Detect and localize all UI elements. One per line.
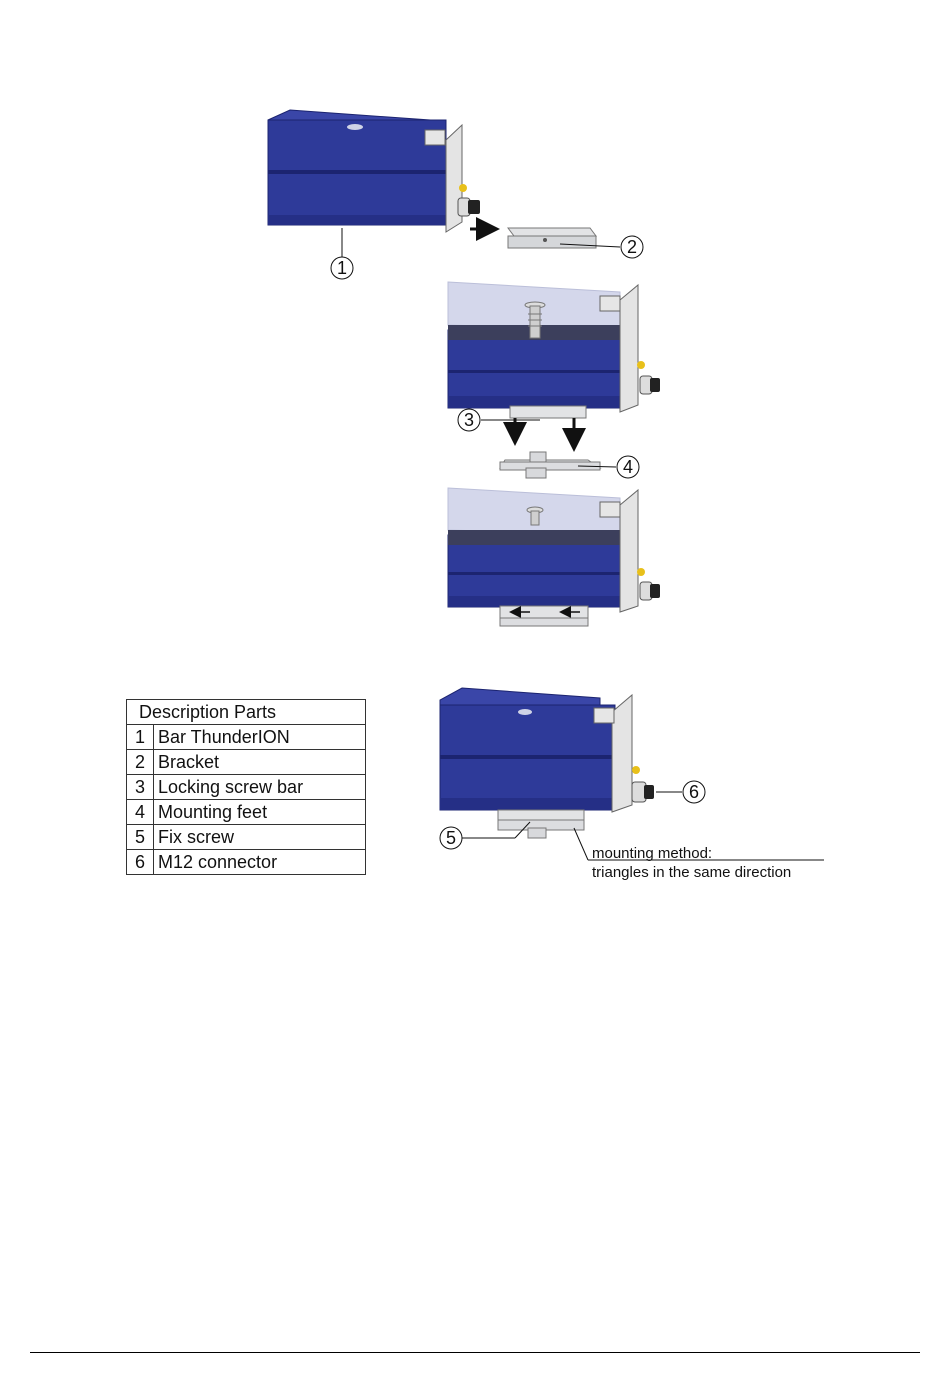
part-number: 6 xyxy=(127,850,154,875)
table-row xyxy=(127,850,366,875)
part-number: 3 xyxy=(127,775,154,800)
bar-thunderion-step1 xyxy=(268,110,480,232)
mounting-note-line2: triangles in the same direction xyxy=(592,864,792,881)
part-number: 5 xyxy=(127,825,154,850)
part-label: Locking screw bar xyxy=(154,775,366,800)
bar-thunderion-step3 xyxy=(448,488,660,626)
part-number: 4 xyxy=(127,800,154,825)
table-row xyxy=(127,825,366,850)
part-label: Fix screw xyxy=(154,825,366,850)
table-header-row xyxy=(127,700,366,725)
part-number: 1 xyxy=(127,725,154,750)
part-label: M12 connector xyxy=(154,850,366,875)
callout-4: 4 xyxy=(622,457,634,477)
bar-thunderion-step2 xyxy=(448,282,660,418)
table-row xyxy=(127,725,366,750)
table-header: Description Parts xyxy=(127,700,366,725)
bar-thunderion-final xyxy=(440,688,654,838)
callout-6: 6 xyxy=(688,782,700,802)
table-row xyxy=(127,750,366,775)
table-row xyxy=(127,775,366,800)
table-row xyxy=(127,800,366,825)
footer-divider xyxy=(30,1352,920,1353)
callout-2: 2 xyxy=(626,237,638,257)
callout-1: 1 xyxy=(336,258,348,278)
part-number: 2 xyxy=(127,750,154,775)
part-label: Bar ThunderION xyxy=(154,725,366,750)
mounting-note-line1: mounting method: xyxy=(592,845,713,862)
part-label: Bracket xyxy=(154,750,366,775)
parts-description-table xyxy=(126,699,366,875)
callout-5: 5 xyxy=(445,828,457,848)
callout-3: 3 xyxy=(463,410,475,430)
mounting-feet-part xyxy=(500,452,600,478)
part-label: Mounting feet xyxy=(154,800,366,825)
